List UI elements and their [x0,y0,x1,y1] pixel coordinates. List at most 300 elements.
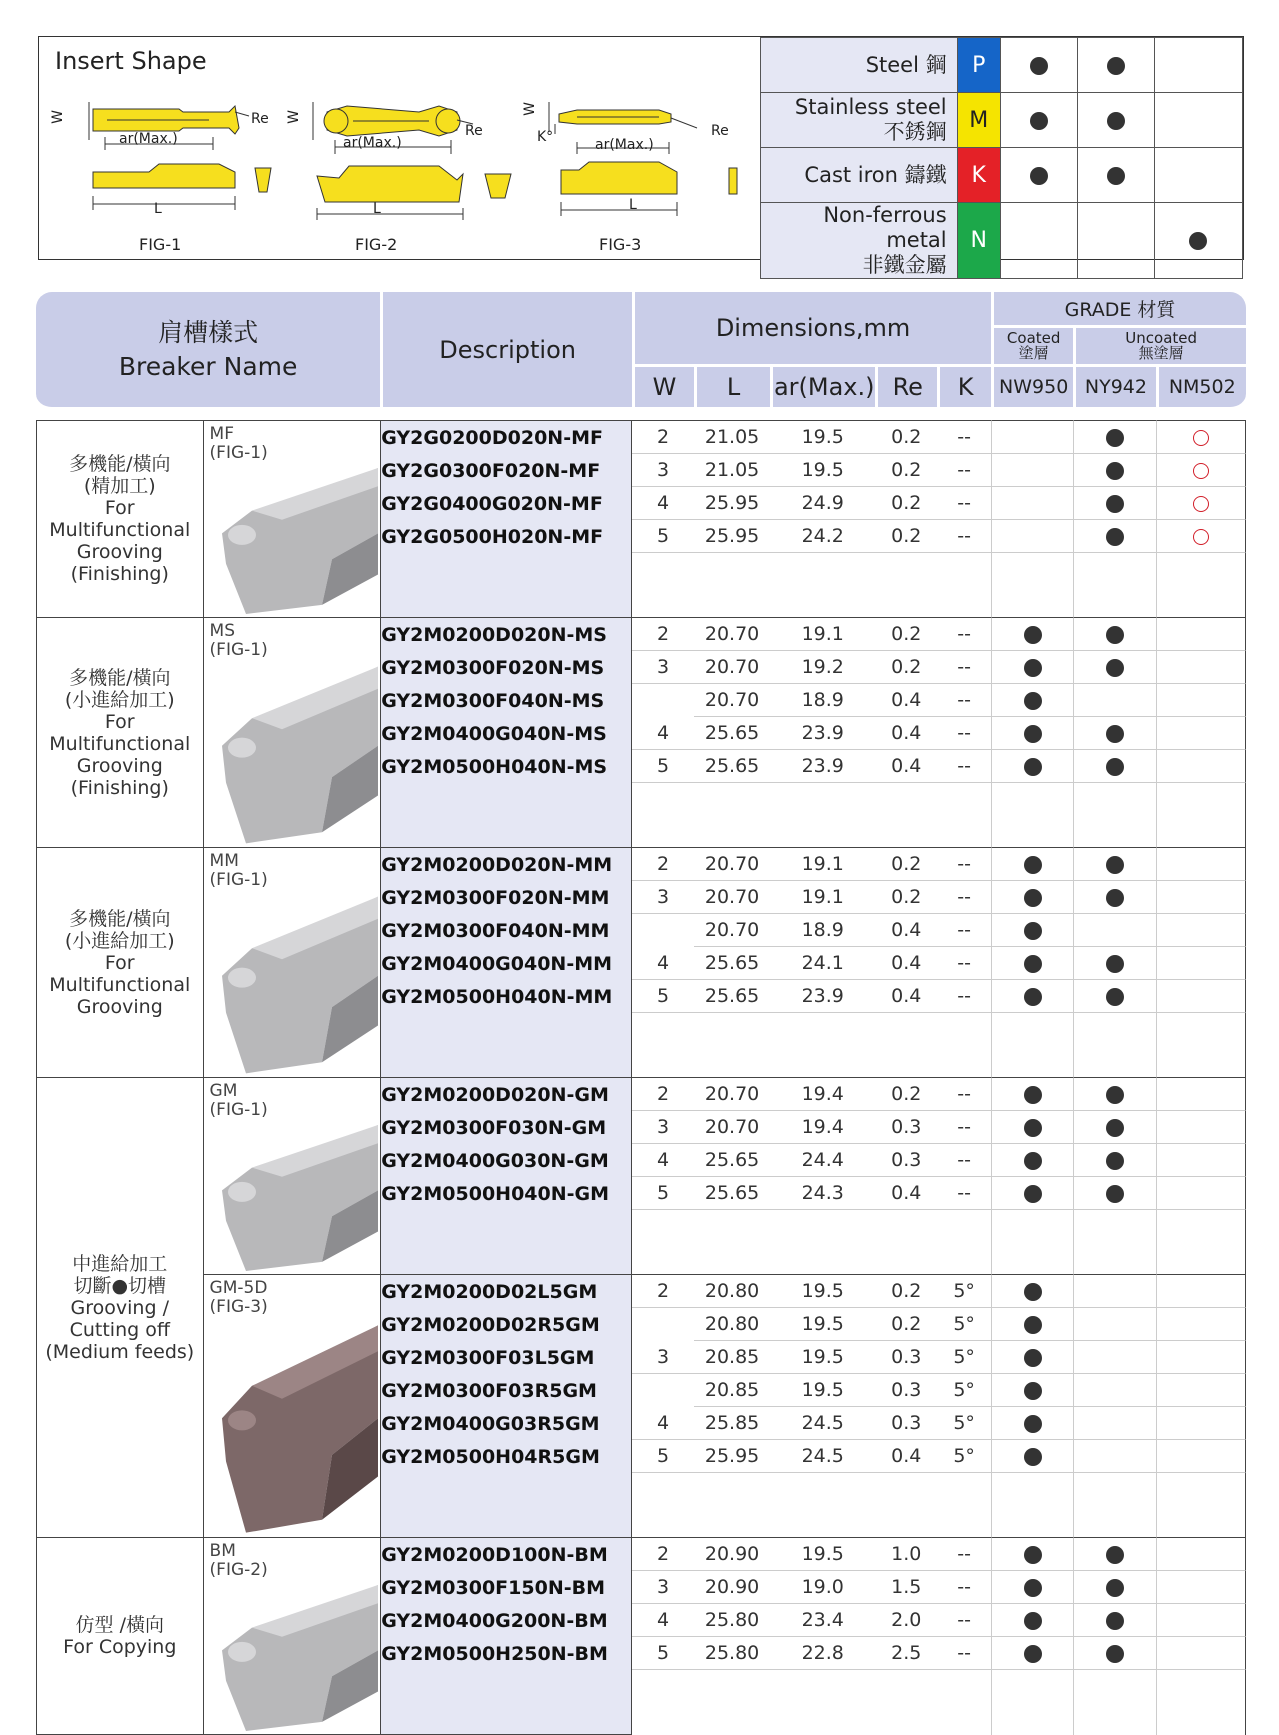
dim-re: 2.0 [875,1604,937,1637]
part-number: GY2M0500H040N-MM [380,980,632,1013]
grade-cell [1156,1407,1246,1440]
part-number [380,1670,632,1702]
standard-item-dot-icon [1106,1185,1124,1203]
fig-2-re-label: Re [465,123,483,139]
standard-item-dot-icon [1024,955,1042,973]
applicable-dot-icon [1030,57,1048,75]
standard-item-dot-icon [1024,725,1042,743]
dim-l: 25.80 [694,1604,770,1637]
dim-k: -- [937,1571,991,1604]
standard-item-dot-icon [1106,495,1124,513]
dim-re: 0.4 [875,914,937,947]
part-number [380,1045,632,1077]
grade-cell [1073,1111,1155,1144]
dim-l: 20.70 [694,651,770,684]
grade-cell [1156,815,1246,847]
part-number: GY2M0500H04R5GM [380,1440,632,1473]
breaker-fig: (FIG-3) [209,1297,268,1317]
dim-l: 20.70 [694,684,770,717]
dim-k: -- [937,684,991,717]
grade-cell [1073,1604,1155,1637]
dim-l: 25.65 [694,980,770,1013]
grade-cell [1156,1473,1246,1505]
breaker-line: 切斷●切槽 [73,1274,167,1297]
dim-l: 20.85 [694,1341,770,1374]
coated-zh: 塗層 [1018,344,1049,362]
dim-re: 0.2 [875,1274,937,1308]
grade-nm502-header: NM502 [1156,367,1246,410]
dim-re [875,815,937,847]
col-w-header: W [632,367,694,410]
part-number: GY2M0400G030N-GM [380,1144,632,1177]
breaker-type-label [210,1082,268,1120]
part-number: GY2M0300F020N-MS [380,651,632,684]
standard-item-dot-icon [1024,1316,1042,1334]
grade-cell [991,651,1073,684]
grade-cell [991,1210,1073,1242]
dim-l [694,1670,770,1702]
dim-w [632,1045,694,1077]
dim-w [632,815,694,847]
grade-cell [991,1144,1073,1177]
material-row [761,148,1243,203]
breaker-fig: (FIG-1) [209,1100,268,1120]
part-number [380,1473,632,1505]
standard-item-dot-icon [1106,528,1124,546]
material-grade-cell [1000,203,1077,279]
grade-cell [1073,1177,1155,1210]
part-number: GY2M0300F020N-MM [380,881,632,914]
dim-l: 25.95 [694,487,770,520]
dim-ar: 19.1 [770,881,875,914]
grade-cell [1156,1077,1246,1111]
standard-item-dot-icon [1024,1579,1042,1597]
grade-cell [1156,617,1246,651]
breaker-type-label [210,1279,268,1317]
material-name [761,93,958,148]
dim-w [632,1473,694,1505]
grade-nw950-header: NW950 [991,367,1073,410]
grade-cell [1073,1473,1155,1505]
dim-l: 21.05 [694,420,770,454]
part-number [380,783,632,815]
dim-w: 5 [632,1440,694,1473]
part-number: GY2M0300F03L5GM [380,1341,632,1374]
dim-k: -- [937,1144,991,1177]
dim-l [694,1702,770,1735]
part-number: GY2M0400G200N-BM [380,1604,632,1637]
grade-cell [1073,651,1155,684]
dim-w [632,914,694,947]
standard-item-dot-icon [1024,988,1042,1006]
dim-l [694,815,770,847]
standard-item-dot-icon [1106,1612,1124,1630]
fig-2-label: FIG-2 [355,235,398,254]
standard-item-dot-icon [1106,955,1124,973]
grade-cell [1156,717,1246,750]
dim-w [632,1702,694,1735]
grade-cell [1073,947,1155,980]
standard-item-dot-icon [1024,1086,1042,1104]
dim-w: 5 [632,520,694,553]
part-number: GY2M0200D100N-BM [380,1537,632,1571]
grade-cell [991,717,1073,750]
part-number: GY2M0400G040N-MM [380,947,632,980]
grade-cell [1073,617,1155,651]
grade-cell [1073,1210,1155,1242]
dim-w: 3 [632,651,694,684]
made-to-order-ring-icon [1193,463,1209,479]
dim-re: 0.2 [875,617,937,651]
standard-item-dot-icon [1106,988,1124,1006]
grade-cell [1156,1505,1246,1537]
grade-cell [1073,585,1155,617]
breaker-line: For [104,497,135,519]
breaker-type-cell [203,847,381,1077]
dim-k: -- [937,1537,991,1571]
material-grade-cell [1077,38,1154,93]
grade-cell [1073,1144,1155,1177]
grade-cell [1073,1637,1155,1670]
dim-ar: 19.5 [770,1374,875,1407]
breaker-line: 多機能/橫向 [69,453,171,475]
part-number: GY2M0200D02R5GM [380,1308,632,1341]
dim-ar [770,1473,875,1505]
dim-k: -- [937,847,991,881]
breaker-type-cell [203,1537,381,1735]
material-grade-cell [1154,148,1242,203]
grade-cell [1073,1505,1155,1537]
grade-cell [1073,1407,1155,1440]
insert-photo [212,465,378,617]
dim-re: 0.4 [875,1177,937,1210]
grade-cell [991,1537,1073,1571]
grade-cell [1073,420,1155,454]
dim-re: 0.4 [875,980,937,1013]
dim-k [937,815,991,847]
grade-cell [1156,487,1246,520]
breaker-fig: (FIG-1) [209,870,268,890]
grade-cell [1156,914,1246,947]
breaker-type-cell [203,617,381,847]
breaker-type-cell [203,420,381,617]
breaker-line: (Medium feeds) [45,1340,195,1363]
material-grade-cell [1000,148,1077,203]
breaker-line: 多機能/橫向 [69,666,171,689]
insert-shape-section [39,37,761,259]
grade-cell [991,585,1073,617]
part-number: GY2M0400G03R5GM [380,1407,632,1440]
fig-1-ar-label: ar(Max.) [119,131,178,147]
grade-cell [991,750,1073,783]
dim-k [937,1242,991,1274]
grade-cell [1156,947,1246,980]
standard-item-dot-icon [1024,922,1042,940]
grade-cell [1073,1670,1155,1702]
dim-w [632,684,694,717]
grade-cell [991,947,1073,980]
dim-w [632,783,694,815]
grade-cell [1156,553,1246,585]
breaker-line: 多機能/橫向 [69,907,171,930]
material-code: K [957,148,1000,203]
grade-cell [1073,684,1155,717]
material-code: P [957,38,1000,93]
breaker-line: (精加工) [83,475,156,497]
grade-cell [1156,1177,1246,1210]
fig-3-label: FIG-3 [599,235,642,254]
standard-item-dot-icon [1024,1645,1042,1663]
breaker-type-label [210,622,268,660]
dim-k: -- [937,1604,991,1637]
dim-w: 4 [632,717,694,750]
col-l-header: L [694,367,770,410]
standard-item-dot-icon [1106,856,1124,874]
standard-item-dot-icon [1106,1579,1124,1597]
part-number: GY2M0300F040N-MM [380,914,632,947]
material-grade-cell [1000,38,1077,93]
dim-l [694,1045,770,1077]
table-row [36,1077,1246,1111]
grade-cell [1073,980,1155,1013]
part-number: GY2M0300F03R5GM [380,1374,632,1407]
grade-cell [991,1670,1073,1702]
part-number [380,585,632,617]
dim-ar: 24.5 [770,1440,875,1473]
dim-re: 0.2 [875,454,937,487]
material-name-en: Cast iron [804,162,898,187]
breaker-line: Multifunctional [49,732,191,755]
fig-2-w-label: W [285,110,302,124]
dim-ar: 19.5 [770,1274,875,1308]
grade-cell [1073,1013,1155,1045]
fig-3-re-label: Re [711,123,729,139]
material-grade-cell [1000,93,1077,148]
breaker-line: For [104,951,135,974]
dim-k [937,1505,991,1537]
grade-cell [1073,1702,1155,1735]
dim-w [632,1505,694,1537]
dim-re: 0.4 [875,717,937,750]
dim-ar: 19.1 [770,847,875,881]
insert-photo [212,663,378,847]
fig-1-re-label: Re [251,111,269,127]
dim-l: 20.70 [694,914,770,947]
breaker-name-zh: 肩槽樣式 [158,317,259,347]
dim-w: 5 [632,980,694,1013]
dim-w: 3 [632,1111,694,1144]
part-number: GY2G0400G020N-MF [380,487,632,520]
dim-re [875,783,937,815]
dim-k: -- [937,487,991,520]
dim-k: -- [937,520,991,553]
standard-item-dot-icon [1024,1349,1042,1367]
dim-k: -- [937,1077,991,1111]
dim-l: 25.65 [694,1144,770,1177]
part-number: GY2M0300F040N-MS [380,684,632,717]
fig-2-drawing [289,92,529,232]
material-name-zh: 非鐵金屬 [862,253,947,277]
part-number [380,815,632,847]
grade-cell [1156,420,1246,454]
standard-item-dot-icon [1106,1086,1124,1104]
fig-3-ar-label: ar(Max.) [595,137,654,153]
table-row [36,420,1246,454]
material-grade-cell [1154,203,1242,279]
dim-re [875,1210,937,1242]
dim-re: 0.4 [875,1440,937,1473]
standard-item-dot-icon [1106,1546,1124,1564]
grade-cell [1073,553,1155,585]
part-number [380,1210,632,1242]
dim-re: 2.5 [875,1637,937,1670]
material-name-zh: 鋼 [925,52,947,77]
dim-ar: 24.9 [770,487,875,520]
material-grade-cell [1077,148,1154,203]
dim-l: 25.65 [694,1177,770,1210]
dim-ar: 19.1 [770,617,875,651]
coated-en: Coated [1006,329,1061,347]
grade-cell [1156,1111,1246,1144]
dim-ar: 19.5 [770,454,875,487]
dim-l: 20.70 [694,1111,770,1144]
breaker-code: GM [209,1081,238,1101]
dim-re [875,553,937,585]
material-name [761,148,958,203]
part-number [380,1702,632,1735]
dim-ar: 19.0 [770,1571,875,1604]
dim-k: 5° [937,1440,991,1473]
dim-k: -- [937,1111,991,1144]
dim-re: 0.4 [875,684,937,717]
insert-photo [212,1321,378,1537]
dim-l: 25.95 [694,1440,770,1473]
dim-ar [770,585,875,617]
part-number: GY2M0500H040N-MS [380,750,632,783]
grade-cell [1073,1341,1155,1374]
standard-item-dot-icon [1024,626,1042,644]
dim-w: 3 [632,881,694,914]
dim-re: 0.2 [875,1077,937,1111]
grade-cell [991,1341,1073,1374]
breaker-description [36,1537,203,1735]
dim-re: 0.2 [875,487,937,520]
dim-re: 0.4 [875,947,937,980]
part-number [380,1505,632,1537]
material-name-zh: 鑄鐵 [904,162,947,187]
material-name [761,38,958,93]
fig-3-k-label: K° [537,129,554,145]
grade-header: GRADE 材質 [991,292,1246,328]
fig-1-w-label: W [49,110,66,124]
breaker-code: BM [209,1541,236,1561]
standard-item-dot-icon [1106,725,1124,743]
dim-k: -- [937,651,991,684]
dim-l [694,1210,770,1242]
grade-cell [1073,815,1155,847]
grade-cell [1073,487,1155,520]
material-grade-cell [1077,93,1154,148]
standard-item-dot-icon [1106,758,1124,776]
dim-re: 0.2 [875,651,937,684]
dim-l [694,553,770,585]
dim-re [875,1045,937,1077]
dim-re: 0.4 [875,750,937,783]
dim-l: 25.85 [694,1407,770,1440]
dim-re: 0.3 [875,1341,937,1374]
dim-k [937,1670,991,1702]
dim-k: 5° [937,1374,991,1407]
grade-cell [1156,1242,1246,1274]
grade-cell [1156,1013,1246,1045]
grade-cell [991,1045,1073,1077]
grade-cell [1073,1308,1155,1341]
grade-cell [1073,520,1155,553]
grade-cell [991,1440,1073,1473]
grade-cell [991,420,1073,454]
dim-re: 0.2 [875,520,937,553]
breaker-line: Multifunctional [49,973,191,996]
dim-re: 1.5 [875,1571,937,1604]
dim-w: 4 [632,1144,694,1177]
material-code: N [957,203,1000,279]
part-number: GY2M0300F030N-GM [380,1111,632,1144]
grade-cell [1156,684,1246,717]
breaker-line: For Copying [63,1636,177,1658]
grade-cell [1073,750,1155,783]
breaker-name-header [36,292,380,410]
table-row [36,617,1246,651]
part-number: GY2M0200D020N-GM [380,1077,632,1111]
dim-l [694,1505,770,1537]
dim-re: 0.3 [875,1374,937,1407]
grade-cell [991,1637,1073,1670]
dim-k [937,1702,991,1735]
grade-ny942-header: NY942 [1073,367,1155,410]
grade-cell [991,1274,1073,1308]
grade-cell [1073,1440,1155,1473]
standard-item-dot-icon [1106,1152,1124,1170]
dim-ar: 24.5 [770,1407,875,1440]
grade-cell [991,914,1073,947]
dim-k: -- [937,1637,991,1670]
dim-re: 0.2 [875,420,937,454]
standard-item-dot-icon [1024,1382,1042,1400]
dimensions-header: Dimensions,mm [632,292,991,367]
dim-k: -- [937,420,991,454]
dim-ar: 19.4 [770,1111,875,1144]
dim-w: 3 [632,454,694,487]
made-to-order-ring-icon [1193,496,1209,512]
material-grid [760,37,1243,279]
fig-2-l-label: L [373,201,381,217]
dim-k: -- [937,750,991,783]
breaker-fig: (FIG-1) [209,443,268,463]
part-number: GY2M0500H250N-BM [380,1637,632,1670]
standard-item-dot-icon [1024,889,1042,907]
grade-cell [1073,454,1155,487]
dim-l: 20.70 [694,881,770,914]
grade-cell [991,1374,1073,1407]
dim-w [632,1210,694,1242]
grade-cell [991,520,1073,553]
dim-ar [770,783,875,815]
standard-item-dot-icon [1024,1612,1042,1630]
dim-l: 25.95 [694,520,770,553]
made-to-order-ring-icon [1193,430,1209,446]
dim-re: 0.3 [875,1407,937,1440]
part-number [380,1013,632,1045]
